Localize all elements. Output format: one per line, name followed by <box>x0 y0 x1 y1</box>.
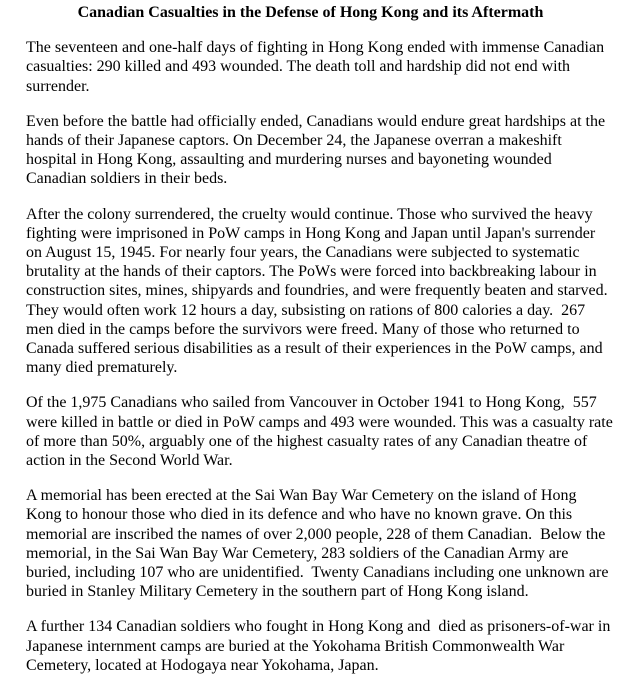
paragraph-casualty-totals: The seventeen and one-half days of fighting in Hong Kong ended with immense Canadian casualties: 290 killed and 493 wounded. The death toll and hardship did not end with surrender. <box>26 39 609 95</box>
paragraph-yokohama-cemetery: A further 134 Canadian soldiers who fought in Hong Kong and died as prisoners-of-war in Japanese internment camps are buried at the Yokohama British Commonwealth War Cemetery, located at Hodogaya near Yokohama, Japan. <box>26 618 615 674</box>
paragraph-casualty-rate: Of the 1,975 Canadians who sailed from Vancouver in October 1941 to Hong Kong, 557 were killed in battle or died in PoW camps and 493 were wounded. This was a casualty rate of more than 50%, arguably one of the highest casualty rates of any Canadian theatre of action in the Second World War. <box>26 394 617 470</box>
paragraph-sai-wan-memorial: A memorial has been erected at the Sai Wan Bay War Cemetery on the island of Hong Kong to honour those who died in its defence and who have no known grave. On this memorial are inscribed the names of over 2,000 people, 228 of them Canadian. Below the memorial, in the Sai Wan Bay War Cemetery, 283 soldiers of the Canadian Army are buried, including 107 who are unidentified. Twenty Canadians including one unknown are buried in Stanley Military Cemetery in the southern part of Hong Kong island. <box>26 487 613 601</box>
document-title: Canadian Casualties in the Defense of Hong Kong and its Aftermath <box>77 4 544 21</box>
paragraph-hospital-atrocity: Even before the battle had officially ended, Canadians would endure great hardships at the hands of their Japanese captors. On December 24, the Japanese overran a makeshift hospital in Hong Kong, assaulting and murdering nurses and bayoneting wounded Canadian soldiers in their beds. <box>26 112 610 188</box>
paragraph-pow-camps: After the colony surrendered, the cruelty would continue. Those who survived the heavy fighting were imprisoned in PoW camps in Hong Kong and Japan until Japan's surrender on August 15, 1945. For nearly four years, the Canadians were subjected to systematic brutality at the hands of their captors. The PoWs were forced into backbreaking labour in construction sites, mines, shipyards and foundries, and were frequently beaten and starved. They would often work 12 hours a day, subsisting on rations of 800 calories a day. 267 men died in the camps before the survivors were freed. Many of those who returned to Canada suffered serious disabilities as a result of their experiences in the PoW camps, and many died prematurely. <box>26 205 616 377</box>
